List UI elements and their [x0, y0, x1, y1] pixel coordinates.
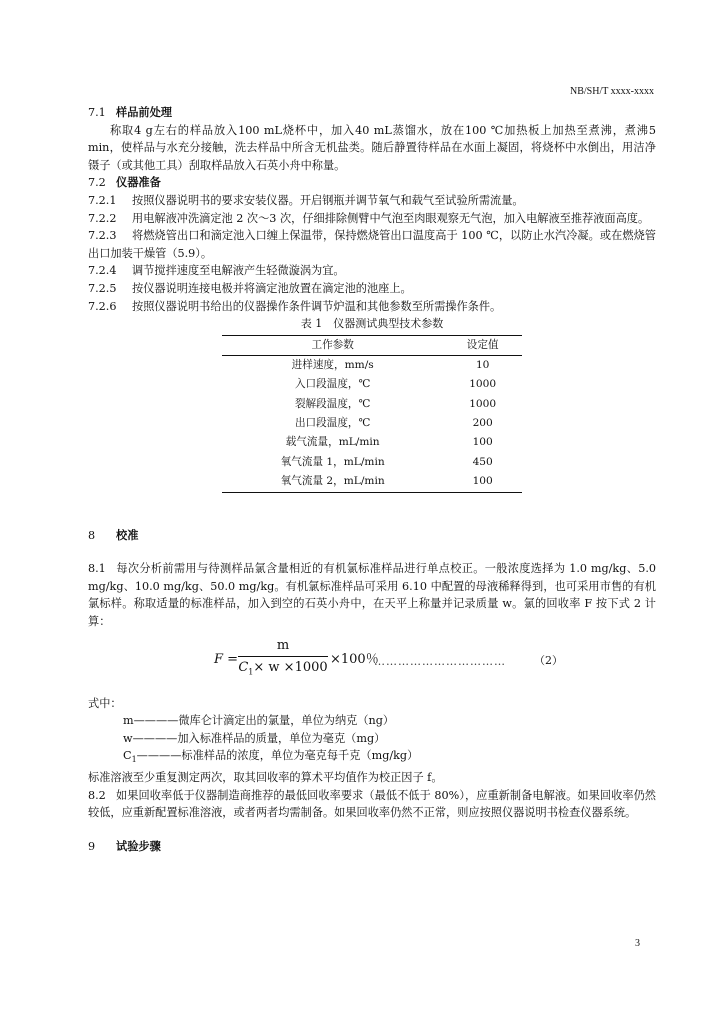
where-label: 式中： [88, 696, 122, 710]
item-7-2-6: 7.2.6 按照仪器说明书给出的仪器操作条件调节炉温和其他参数至所需操作条件。 [88, 299, 502, 313]
section-8-1-paragraph: 8.1 每次分析前需用与待测样品氯含量相近的有机氯标准样品进行单点校正。一般浓度选择为 1.0 mg/kg、5.0 mg/kg、10.0 mg/kg、50.0 mg/kg。有机氯标准样品可采用 6.10 中配置的母液稀释得到，也可采用市售的有机氯标样。称取适量的标准样品，加入到空的石英小舟中，在天平上称量并记录质量 w。氯的回收率 F 按下式 2 计算： [88, 562, 656, 628]
table-row [222, 375, 522, 394]
section-7-1-body: 称取4 g左右的样品放入100 mL烧杯中，加入40 mL蒸馏水，放在100 ℃加热板上加热至煮沸，煮沸5 min，使样品与水充分接触，洗去样品中所含无机盐类。随后静置待样品在水面上凝固，将烧杯中水倒出，用洁净镊子（或其他工具）刮取样品放入石英小舟中称量。 [88, 123, 656, 172]
table-1-caption: 表 1 仪器测试典型技术参数 [300, 317, 444, 331]
column-header-value: 设定值 [443, 335, 522, 355]
item-7-2-5: 7.2.5 按仪器说明连接电极并将滴定池放置在滴定池的池座上。 [88, 281, 412, 295]
definition-c1: $C_1————$标准样品的浓度，单位为毫克每千克（mg/kg） [123, 749, 419, 765]
section-7-2-heading: 7.2 仪器准备 [88, 175, 161, 190]
section-8-heading: 8 校准 [88, 527, 139, 542]
formula-numerator: m [276, 637, 290, 653]
formula-leader-dots: …………………………… [374, 654, 506, 668]
table-row [222, 355, 522, 375]
table-cell: 氧气流量 2，mL/min [222, 472, 443, 492]
table-row [222, 395, 522, 414]
table-cell: 10 [475, 358, 490, 371]
section-7-1-heading: 7.1 样品前处理 [88, 105, 172, 119]
section-8-2-paragraph: 8.2 如果回收率低于仪器制造商推荐的最低回收率要求（最低不低于 80%），应重新制备电解液。如果回收率仍然较低，应重新配置标准溶液，或者两者均需制备。如果回收率仍然不正常，则应按照仪器说明书检查仪器系统。 [88, 788, 656, 820]
table-cell: 出口段温度，℃ [294, 416, 371, 429]
parameters-table [222, 335, 522, 493]
table-row [222, 433, 522, 452]
formula-lhs: F = [214, 651, 239, 667]
item-7-2-2: 7.2.2 用电解液冲洗滴定池 2 次～3 次，仔细排除侧臂中气泡至肉眼观察无气泡，加入电解液至推荐液面高度。 [88, 211, 650, 225]
item-7-2-1: 7.2.1 按照仪器说明书的要求安装仪器。开启钢瓶并调节氧气和载气至试验所需流量。 [88, 193, 524, 207]
spacer [88, 544, 656, 560]
formula-fraction [238, 637, 328, 683]
item-7-2-3: 7.2.3 将燃烧管出口和滴定池入口缠上保温带，保持燃烧管出口温度高于 100 ℃，以防止水汽冷凝。或在燃烧管出口加装干燥管（5.9）。 [88, 229, 656, 260]
table-cell: 100 [443, 472, 522, 492]
table-row [222, 453, 522, 472]
recovery-formula [88, 637, 656, 687]
column-header-parameter: 工作参数 [222, 335, 443, 355]
symbol-definitions [88, 712, 656, 769]
spacer [88, 822, 656, 838]
table-cell: 载气流量，mL/min [285, 436, 380, 449]
formula-denominator: $C_1\times w \times 1000$ [238, 659, 328, 677]
table-cell: 裂解段温度，℃ [294, 397, 371, 410]
table-cell: 1000 [469, 378, 497, 391]
table-row [222, 472, 522, 492]
standard-code-header: NB/SH/T xxxx-xxxx [570, 86, 654, 97]
formula-multiplier: ×100％ [330, 651, 379, 667]
table-cell: 450 [472, 455, 493, 468]
table-cell: 入口段温度，℃ [294, 378, 371, 391]
equation-number: （2） [534, 653, 563, 667]
section-9-heading: 9 试验步骤 [88, 838, 161, 853]
page-number: 3 [635, 938, 640, 949]
page-content [88, 104, 656, 856]
correction-factor-note: 标准溶液至少重复测定两次，取其回收率的算术平均值作为校正因子 f。 [88, 771, 443, 785]
table-header-row [222, 335, 522, 355]
fraction-bar [238, 656, 328, 657]
table-cell: 100 [472, 436, 493, 449]
definition-w: w————加入标准样品的质量，单位为毫克（mg） [123, 731, 386, 745]
table-cell: 氧气流量 1，mL/min [280, 455, 385, 468]
table-cell: 200 [472, 416, 493, 429]
item-7-2-4: 7.2.4 调节搅拌速度至电解液产生轻微漩涡为宜。 [88, 264, 345, 278]
table-cell: 进样速度，mm/s [291, 358, 374, 371]
definition-m: m————微库仑计滴定出的氯量，单位为纳克（ng） [123, 714, 395, 728]
table-row [222, 414, 522, 433]
table-cell: 1000 [469, 397, 497, 410]
spacer [88, 493, 656, 527]
